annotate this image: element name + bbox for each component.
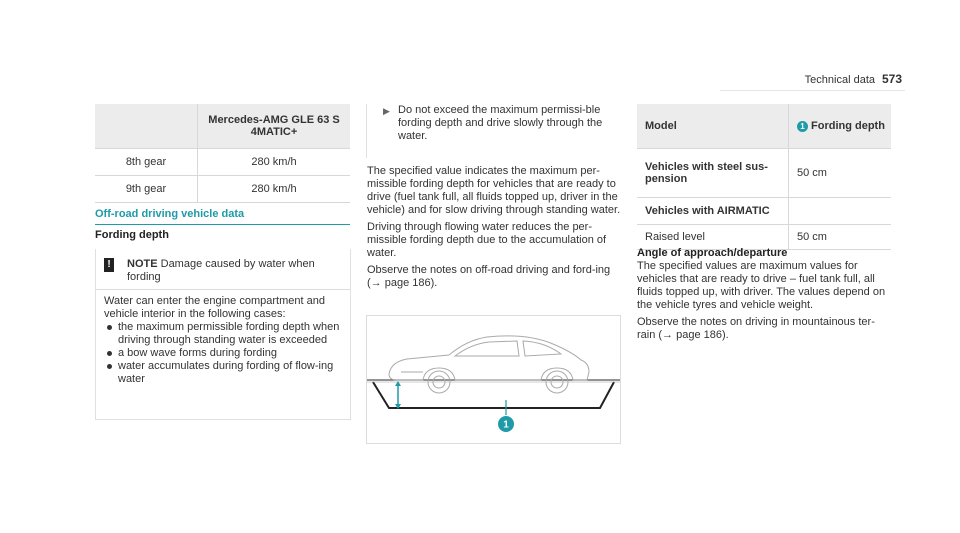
note-intro: Water can enter the engine compartment and vehicle interior in the following cases: xyxy=(104,295,325,320)
paragraph: The specified value indicates the maximum per-missible fording depth for vehicles that are ready to drive (fuel tank full, all fluids topped up, driver in the vehicle) and for slow driving through standing water. xyxy=(367,165,621,216)
depth-cell: 50 cm xyxy=(789,225,892,250)
gear-cell: 8th gear xyxy=(95,149,198,176)
table-row xyxy=(637,198,891,225)
subsection-title: Fording depth xyxy=(95,229,169,241)
gear-cell: 9th gear xyxy=(95,176,198,203)
fording-depth-table xyxy=(637,104,891,250)
list-item: a bow wave forms during fording xyxy=(104,347,344,360)
table-row xyxy=(95,176,350,203)
model-cell: Vehicles with steel sus-pension xyxy=(637,149,789,198)
header-section-title: Technical data xyxy=(804,74,875,86)
table-row xyxy=(637,149,891,198)
header-divider xyxy=(720,90,905,91)
section-title: Off-road driving vehicle data xyxy=(95,208,245,220)
gear-column-header xyxy=(95,104,198,149)
fording-depth-illustration xyxy=(366,315,621,444)
section-underline xyxy=(95,224,350,225)
car-outline xyxy=(389,336,589,393)
paragraph: Observe the notes on off-road driving and ford-ing (→ page 186). xyxy=(367,264,611,289)
car-fording-diagram xyxy=(367,316,620,443)
paragraph: Observe the notes on driving in mountainous ter-rain (→ page 186). xyxy=(637,316,875,341)
ground-line xyxy=(373,382,614,408)
depth-cell: 50 cm xyxy=(789,149,892,198)
fording-description xyxy=(367,165,621,294)
depth-cell xyxy=(789,198,892,225)
table-row xyxy=(95,149,350,176)
depth-column-header xyxy=(789,104,892,149)
callout-number: 1 xyxy=(503,419,509,431)
approach-description xyxy=(637,260,891,346)
depth-header-label: Fording depth xyxy=(811,120,885,132)
list-item: water accumulates during fording of flow-ing water xyxy=(104,360,344,386)
paragraph: Driving through flowing water reduces the per-missible fording depth due to the accumulation of water. xyxy=(367,221,607,259)
arrow-right-icon: ▶ xyxy=(383,106,390,116)
note-box xyxy=(95,249,351,420)
hint-text: Do not exceed the maximum permissi-ble fording depth and drive slowly through the water. xyxy=(398,104,603,142)
note-body xyxy=(104,295,344,386)
model-cell: Vehicles with AIRMATIC xyxy=(637,198,789,225)
model-column-header: Model xyxy=(637,104,789,149)
gear-speed-table xyxy=(95,104,350,203)
callout-badge: 1 xyxy=(797,121,808,132)
model-column-header: Mercedes-AMG GLE 63 S 4MATIC+ xyxy=(198,104,351,149)
page-number: 573 xyxy=(881,72,902,86)
hint-box xyxy=(366,104,621,158)
speed-cell: 280 km/h xyxy=(198,176,351,203)
warning-icon: ! xyxy=(104,258,114,272)
list-item: the maximum permissible fording depth when driving through standing water is exceeded xyxy=(104,321,344,347)
model-cell: Raised level xyxy=(637,225,789,250)
paragraph: The specified values are maximum values for vehicles that are ready to drive – fuel tank full, all fluids topped up, with driver. The values depend on the vehicle tyres and vehicle weight. xyxy=(637,260,886,311)
table-row xyxy=(637,225,891,250)
note-label: NOTE xyxy=(127,258,158,270)
note-title xyxy=(127,258,342,284)
speed-cell: 280 km/h xyxy=(198,149,351,176)
note-header xyxy=(96,249,350,290)
depth-arrow xyxy=(395,381,401,409)
approach-title: Angle of approach/departure xyxy=(637,247,788,259)
note-text: Damage caused by water when fording xyxy=(127,258,315,283)
note-bullets xyxy=(104,321,344,386)
